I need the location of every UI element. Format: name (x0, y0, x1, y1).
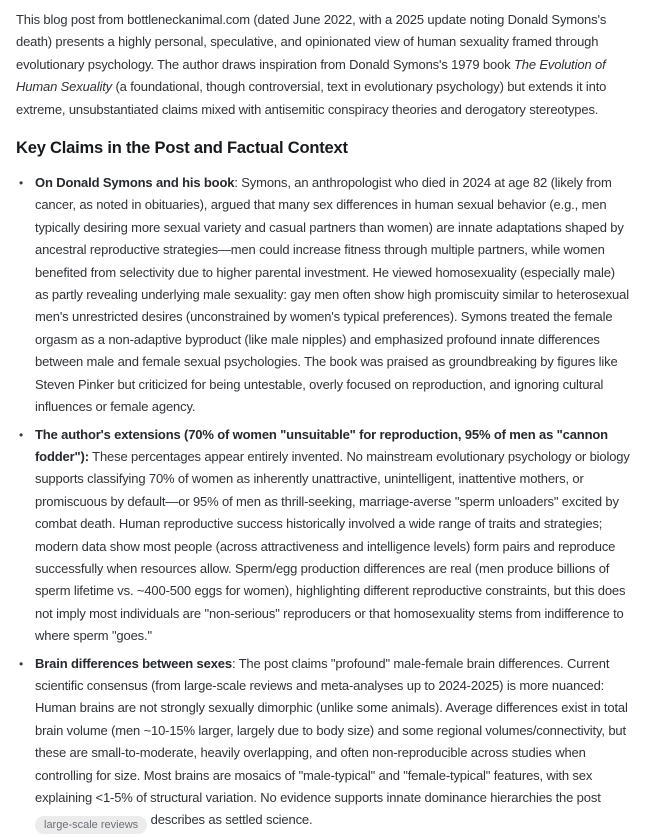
intro-paragraph (16, 9, 630, 121)
section-heading: Key Claims in the Post and Factual Context (16, 139, 348, 158)
truncated-line-text: innate dominance hierarchies the post (383, 790, 601, 805)
citation-chip[interactable] (35, 816, 147, 834)
claim-lead-bold: The author's extensions (70% of women "unsuitable" for reproduction, 95% of men as "cannon fodder"): (35, 426, 608, 464)
claim-body-text: These percentages appear entirely invented. No mainstream evolutionary psychology or biology supports classifying 70% of women as inherently unattractive, unintelligent, inattentive mothers, or promiscuous by default—or 95% of men as thrill-seeking, marriage-averse "sperm unloaders" excited by combat death. Human reproductive success historically involved a wide range of traits and strategies; modern data show most people (across attractiveness and intelligence levels) form pairs and reproduce successfully when resources allow. Sperm/egg production differences are real (men produce billions of sperm lifetime vs. ~400-500 eggs for women), highlighting different reproductive constraints, but this does not imply most individuals are "non-serious" reproducers or that homosexuality stems from indifference to where sperm "goes." (35, 448, 630, 644)
claim-lead-bold: On Donald Symons and his book (35, 175, 235, 191)
claim-item-brain-differences (19, 653, 630, 835)
book-title: The Evolution of Human Sexuality (16, 56, 606, 95)
claims-list (16, 172, 630, 834)
bullet-icon: • (19, 176, 24, 191)
intro-text-continued: (a foundational, though controversial, text in evolutionary psychology) but extends it into extreme, unsubstantiated claims mixed with antisemitic conspiracy theories and derogatory stereotypes. (16, 79, 607, 117)
claim-item-symons-book (19, 172, 630, 418)
claim-body-text: : Symons, an anthropologist who died in 2024 at age 82 (likely from cancer, as noted in obituaries), argued that many sex differences in human sexual behavior (e.g., men typically desiring more sexual variety and casual partners than women) are innate adaptations shaped by ancestral reproductive strategies—men could increase fitness through multiple partners, while women benefited from selectivity due to higher parental investment. He viewed homosexuality (especially male) as partly revealing underlying male sexuality: gay men often show high promiscuity similar to heterosexual men's unrestricted desires (unconstrained by women's typical preferences). Symons treated the female orgasm as a non-adaptive byproduct (like male nipples) and emphasized profound innate differences between male and female sexual psychologies. The book was praised as groundbreaking by figures like Steven Pinker but criticized for being untestable, overly focused on reproduction, and ignoring cultural influences or female agency. (35, 175, 629, 415)
claim-item-author-extensions (19, 424, 630, 648)
bullet-icon: • (19, 427, 24, 442)
intro-text: This blog post from bottleneckanimal.com (dated June 2022, with a 2025 update noting Donald Symons's death) presents a highly personal, speculative, and opinionated view of human sexuality framed through evolutionary psychology. The author draws inspiration from Donald Symons's 1979 book (16, 12, 607, 72)
claim-lead-bold: Brain differences between sexes (35, 655, 232, 671)
claim-body-text: : The post claims "profound" male-female brain differences. Current scientific consensus (from large-scale reviews and meta-analyses up to 2024-2025) is more nuanced: Human brains are not strongly sexually dimorphic (unlike some animals). Average differences exist in total brain volume (men ~10-15% larger, largely due to body size) and some regional volumes/connectivity, but these are small-to-moderate, heavily overlapping, and often non-reproducible across studies when controlling for size. Most brains are mosaics of "male-typical" and "female-typical" features, with sex explaining <1-5% of structural variation. No evidence supports (35, 655, 628, 805)
bullet-icon: • (19, 656, 24, 671)
truncated-line-text-after: describes as settled science. (147, 812, 313, 828)
citation-chip-label: large-scale reviews (44, 819, 139, 832)
